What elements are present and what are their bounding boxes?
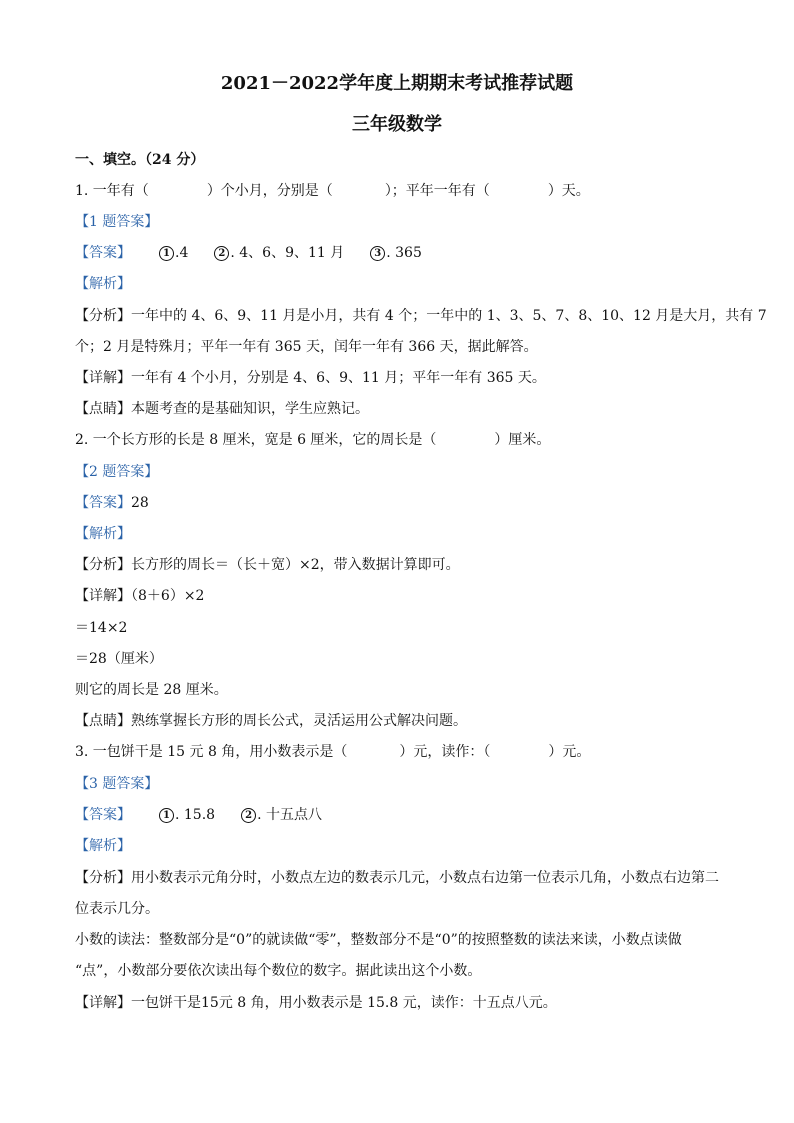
q1-dianjing: [75, 399, 369, 419]
q1-stem-part-b: ）个小月，分别是（: [206, 183, 333, 199]
q1-stem-part-d: ）天。: [547, 183, 590, 199]
q2-fenxi-text: 长方形的周长＝（长＋宽）×2，带入数据计算即可。: [131, 557, 460, 573]
q3-fenxi-text: 用小数表示元角分时，小数点左边的数表示几元，小数点右边第一位表示几角，小数点右边第二: [131, 870, 719, 886]
exam-subtitle: 三年级数学: [352, 114, 442, 135]
q2-step-1: （8＋6）×2: [131, 588, 205, 604]
question-3-stem: [75, 742, 590, 762]
fenxi-label: 【分析】: [75, 870, 131, 886]
q2-answer: 28: [131, 495, 149, 511]
answer-label: 【答案】: [75, 495, 131, 511]
q3-answer-1: . 15.8: [175, 807, 216, 823]
q1-fenxi-text: 一年中的 4、6、9、11 月是小月，共有 4 个；一年中的 1、3、5、7、8、10、12 月是大月，共有 7: [131, 308, 767, 324]
q2-xiangjie: [75, 586, 204, 606]
answer-label: 【答案】: [75, 807, 131, 823]
q3-stem-part-a: 3. 一包饼干是 15 元 8 角，用小数表示是（: [75, 744, 348, 760]
xiangjie-label: 【详解】: [75, 370, 131, 386]
q2-analysis-tag: 【解析】: [75, 526, 131, 542]
q3-reading-line-2: “点”，小数部分要依次读出每个数位的数字。据此读出这个小数。: [75, 963, 482, 979]
q3-answer-tag: 【3 题答案】: [75, 776, 159, 792]
q1-stem-part-c: ）；平年一年有（: [384, 183, 490, 199]
answer-label: 【答案】: [75, 245, 131, 261]
q3-fenxi-line-2: 位表示几分。: [75, 901, 159, 917]
q1-answer-1: .4: [175, 245, 189, 261]
q3-stem-part-b: ）元，读作：（: [399, 744, 491, 760]
q1-dianjing-text: 本题考查的是基础知识，学生应熟记。: [131, 401, 369, 417]
exam-title: 2021－2022学年度上期期末考试推荐试题: [220, 73, 574, 94]
q3-xiangjie: [75, 993, 557, 1013]
q1-xiangjie-text: 一年有 4 个小月，分别是 4、6、9、11 月；平年一年有 365 天。: [131, 370, 546, 386]
circled-number-2: 2: [214, 246, 229, 261]
q1-answer-tag: 【1 题答案】: [75, 214, 159, 230]
fenxi-label: 【分析】: [75, 308, 131, 324]
q1-stem-part-a: 1. 一年有（: [75, 183, 149, 199]
q3-fenxi-line-1: [75, 868, 719, 888]
q2-answer-tag: 【2 题答案】: [75, 464, 159, 480]
q1-analysis-tag: 【解析】: [75, 276, 131, 292]
circled-number-1: 1: [159, 246, 174, 261]
q1-fenxi-line-1: [75, 306, 767, 326]
question-1-stem: [75, 181, 590, 201]
dianjing-label: 【点睛】: [75, 713, 131, 729]
q2-stem-part-b: ）厘米。: [494, 432, 551, 448]
q3-reading-line-1: 小数的读法：整数部分是“0”的就读做“零”，整数部分不是“0”的按照整数的读法来读，小数点读做: [75, 932, 682, 948]
circled-number-1: 1: [159, 808, 174, 823]
q3-stem-part-c: ）元。: [548, 744, 591, 760]
question-2-stem: [75, 430, 550, 450]
q2-step-3: ＝28（厘米）: [75, 651, 163, 667]
q1-xiangjie: [75, 368, 546, 388]
q1-fenxi-line-2: 个；2 月是特殊月；平年一年有 365 天，闰年一年有 366 天，据此解答。: [75, 339, 538, 355]
q2-fenxi: [75, 555, 460, 575]
q2-conclusion: 则它的周长是 28 厘米。: [75, 682, 228, 698]
q2-stem-part-a: 2. 一个长方形的长是 8 厘米，宽是 6 厘米，它的周长是（: [75, 432, 437, 448]
q2-dianjing: [75, 711, 467, 731]
q1-answer-2: . 4、6、9、11 月: [230, 245, 345, 261]
circled-number-2: 2: [241, 808, 256, 823]
xiangjie-label: 【详解】: [75, 995, 131, 1011]
q2-dianjing-text: 熟练掌握长方形的周长公式，灵活运用公式解决问题。: [131, 713, 467, 729]
q3-answer-2: . 十五点八: [257, 807, 322, 823]
xiangjie-label: 【详解】: [75, 588, 131, 604]
q3-xiangjie-text: 一包饼干是15元 8 角，用小数表示是 15.8 元，读作：十五点八元。: [131, 995, 557, 1011]
q1-answer-3: . 365: [386, 245, 422, 261]
q3-analysis-tag: 【解析】: [75, 838, 131, 854]
q1-answer-row: [75, 243, 422, 263]
circled-number-3: 3: [370, 246, 385, 261]
q2-step-2: ＝14×2: [75, 620, 128, 636]
q3-answer-row: [75, 805, 322, 825]
fenxi-label: 【分析】: [75, 557, 131, 573]
dianjing-label: 【点睛】: [75, 401, 131, 417]
section-heading: 一、填空。（24 分）: [75, 152, 205, 168]
q2-answer-row: [75, 493, 149, 513]
